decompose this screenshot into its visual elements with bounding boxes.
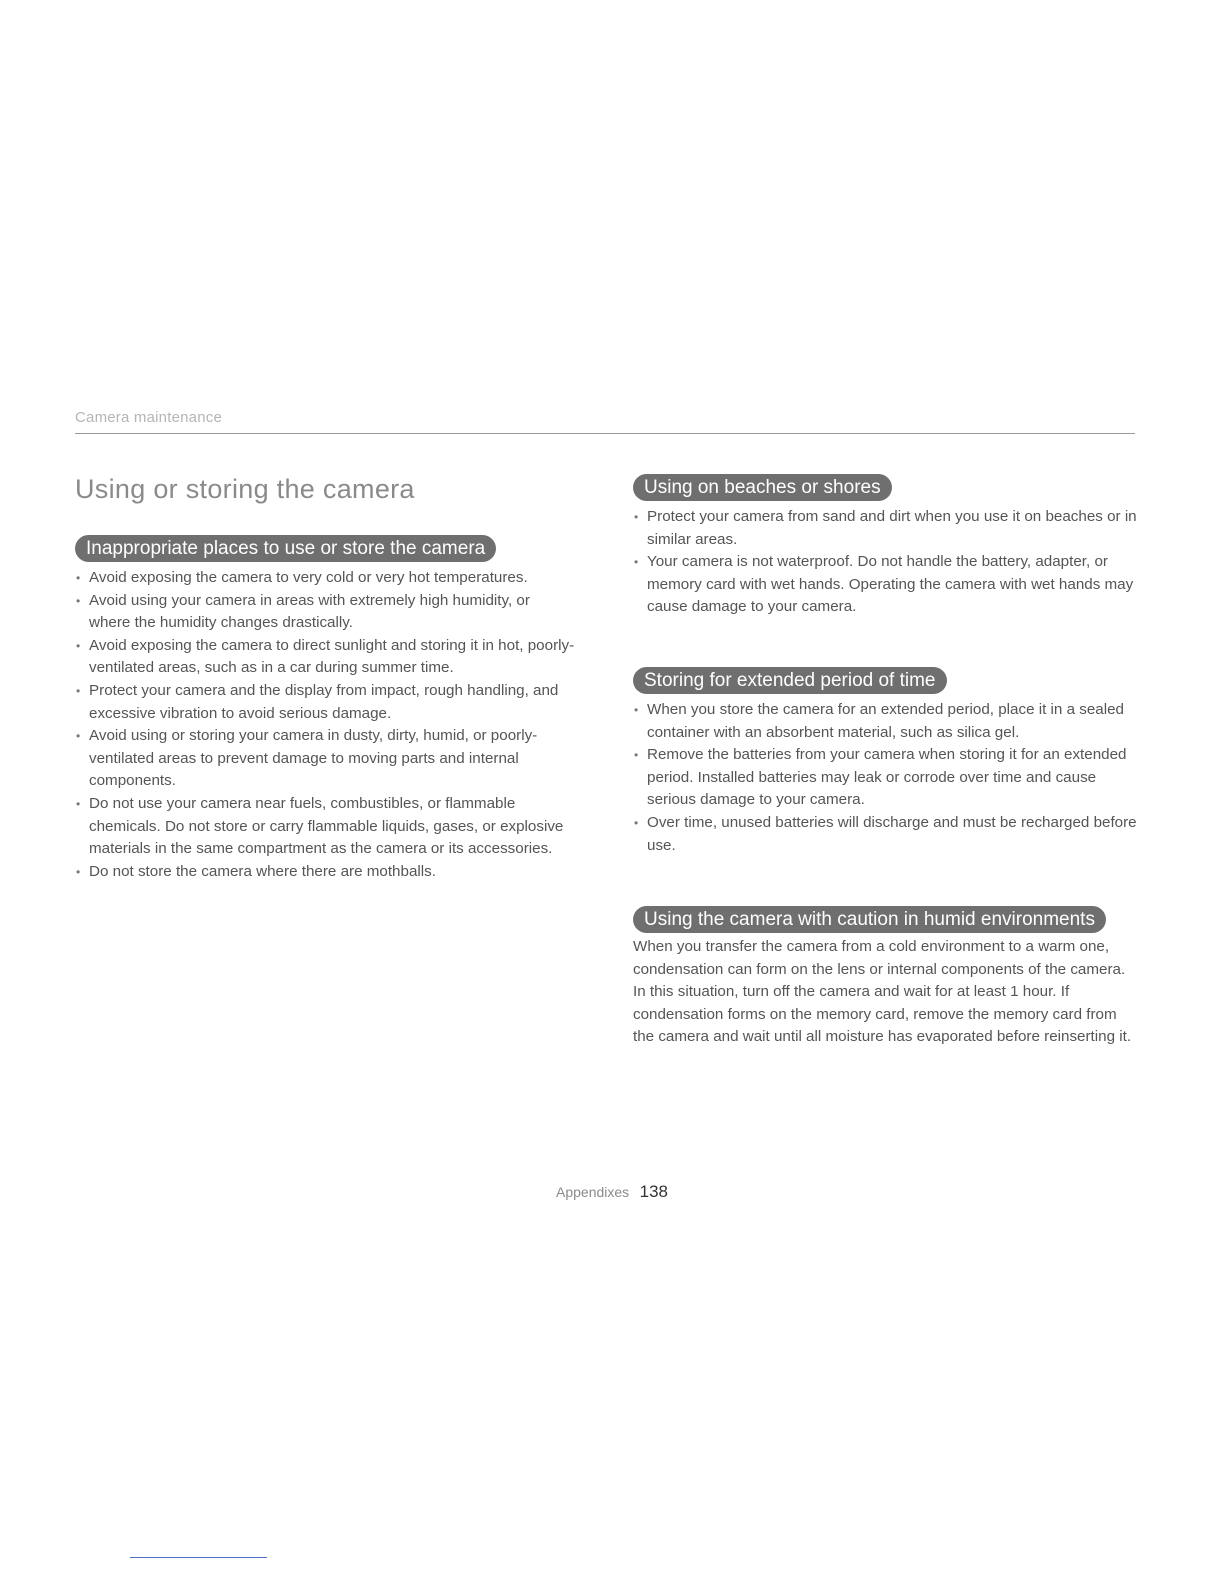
list-item: • Your camera is not waterproof. Do not handle the battery, adapter, or memory card with wet hands. Operating the camera with wet hands may cause damage to your camera. bbox=[633, 551, 1138, 619]
section-heading-inappropriate-places: Inappropriate places to use or store the camera bbox=[75, 535, 496, 562]
bullet-list bbox=[633, 699, 1138, 857]
bullet-list bbox=[75, 567, 575, 883]
header-divider bbox=[75, 433, 1135, 434]
list-item: • Avoid using or storing your camera in dusty, dirty, humid, or poorly-ventilated areas to prevent damage to moving parts and internal components. bbox=[75, 725, 575, 793]
section-humid bbox=[633, 906, 1138, 1049]
page-number: 138 bbox=[639, 1182, 668, 1201]
bottom-link-underline bbox=[130, 1557, 267, 1558]
list-item: • When you store the camera for an extended period, place it in a sealed container with an absorbent material, such as silica gel. bbox=[633, 699, 1138, 744]
section-beaches bbox=[633, 474, 1138, 619]
list-item: • Avoid exposing the camera to very cold or very hot temperatures. bbox=[75, 567, 575, 590]
section-storing bbox=[633, 667, 1138, 857]
footer-label: Appendixes bbox=[556, 1184, 630, 1200]
list-item: • Do not use your camera near fuels, combustibles, or flammable chemicals. Do not store or carry flammable liquids, gases, or explosive materials in the same compartment as the camera or its accessories. bbox=[75, 793, 575, 861]
list-item: • Do not store the camera where there are mothballs. bbox=[75, 861, 575, 884]
running-header: Camera maintenance bbox=[75, 409, 223, 426]
section-body-humid: When you transfer the camera from a cold environment to a warm one, condensation can form on the lens or internal components of the camera. In this situation, turn off the camera and wait for at least 1 hour. If condensation forms on the memory card, remove the memory card from the camera and wait until all moisture has evaporated before reinserting it. bbox=[633, 938, 1132, 1046]
bullet-list bbox=[633, 506, 1138, 619]
list-item: • Remove the batteries from your camera when storing it for an extended period. Installed batteries may leak or corrode over time and cause serious damage to your camera. bbox=[633, 744, 1138, 812]
list-item: • Protect your camera from sand and dirt when you use it on beaches or in similar areas. bbox=[633, 506, 1138, 551]
list-item: • Protect your camera and the display from impact, rough handling, and excessive vibration to avoid serious damage. bbox=[75, 680, 575, 725]
section-heading-beaches: Using on beaches or shores bbox=[633, 474, 892, 501]
section-heading-storing: Storing for extended period of time bbox=[633, 667, 947, 694]
page-title: Using or storing the camera bbox=[75, 474, 415, 504]
page-footer bbox=[0, 1182, 1224, 1202]
section-inappropriate-places bbox=[75, 535, 575, 883]
section-heading-humid: Using the camera with caution in humid environments bbox=[633, 906, 1106, 933]
list-item: • Avoid using your camera in areas with extremely high humidity, or where the humidity changes drastically. bbox=[75, 590, 575, 635]
list-item: • Avoid exposing the camera to direct sunlight and storing it in hot, poorly-ventilated areas, such as in a car during summer time. bbox=[75, 635, 575, 680]
list-item: • Over time, unused batteries will discharge and must be recharged before use. bbox=[633, 812, 1138, 857]
